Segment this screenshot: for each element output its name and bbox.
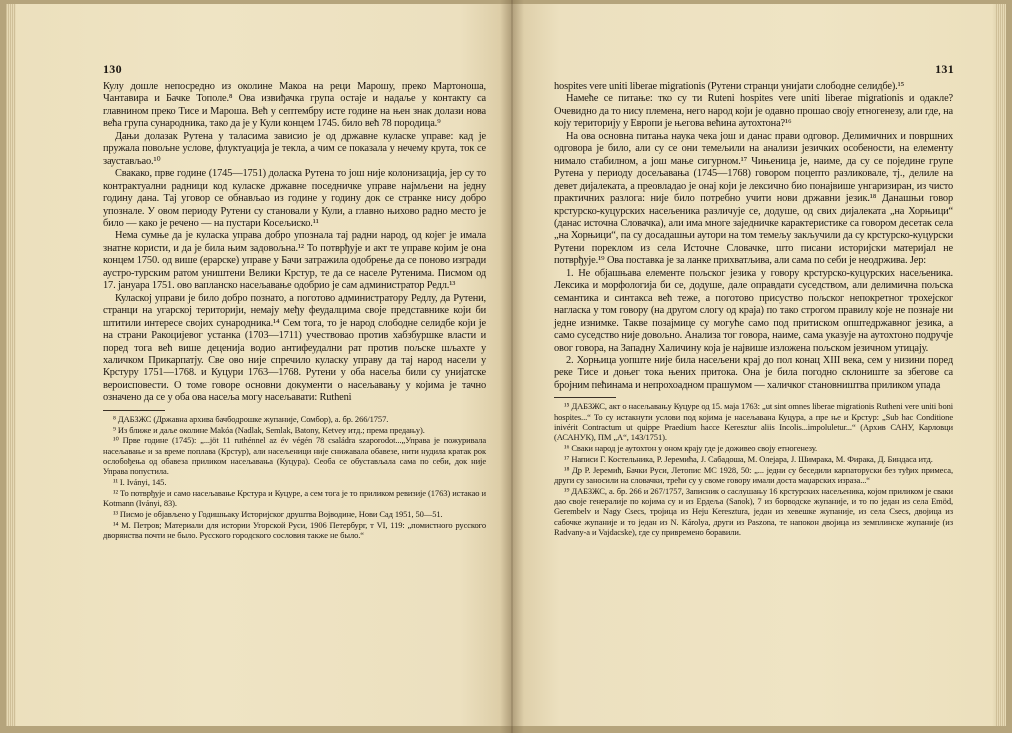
footnote: ¹⁴ М. Петров; Материали для истории Угорской Руси, 1906 Петербург, т VI, 119: „помистного русского дворянства почти не было. Русского городского сословия также не было.“ <box>103 519 486 541</box>
footnote-rule <box>103 410 165 411</box>
footnote: ¹⁶ Сваки народ је аутохтон у оном крају где је доживео своју етногенезу. <box>564 443 818 454</box>
footnote: ¹⁸ Др Р. Јеремић, Бачки Руси, Летопис МС 1928, 50: „... једни су беседили карпаторуски без туђих примеса, други су заносили на словачки, трећи су у своме говору имали доста маџарских израза...“ <box>554 464 953 485</box>
paragraph: Намеће се питање: тко су ти Ruteni hospites vere uniti liberae migrationis и одакле? Очевидно да то нису племена, него народ који је одавно прошао своју етногенезу, али где, на коју територију у Европи је његова већина аутохтона?¹⁶ <box>554 93 953 130</box>
footnote: ¹⁵ ДАБЗЖС, акт о насељавању Куцуре од 15. маја 1763: „ut sint omnes liberae migrationis Rutheni vere uniti boni hospites...“ То су истакнути услови под којима је насељавана Куцура, а пре ње и Крстур: „Sub hac Conditione inivérit Contractum ut quippe Praedium hacce Keresztur aliis Incolis...impoluletur...“ (Архив САНУ, Карловци (АСАНУК), ПМ „А“, 143/1751). <box>554 401 953 443</box>
footnotes-left <box>103 414 486 541</box>
paragraph: Нема сумње да је куласка управа добро упознала тај радни народ, од којег је имала знатне користи, и да је била њим задовољна.¹² То потврђује и акт те управе којим је она концем 1750. од више (ерарске) управе у Бачи затражила одобрење да се поново изгради аустро-турским ратом уништени Велики Крстур, те да се населе Рутенима. Писмом од 17. јануара 1751. ово вапланско насељавање одобрио је сам администратор Редл.¹³ <box>103 230 486 292</box>
left-page <box>6 4 510 726</box>
page-edge <box>996 4 1006 726</box>
footnote: ¹⁷ Написи Г. Костельника, Р. Јеремића, Ј. Сабадоша, М. Олејара, Ј. Шимрака, М. Фирака, Д. Биндаса итд. <box>564 453 933 464</box>
footnote-rule <box>554 397 616 398</box>
footnote: ¹⁰ Прве године (1745): „...jöt 11 ruthénnel az év végén 78 családra szaporodot...„Управа је пожуривала насељавање и за време поплава (Крстур), али насељеници није снижавала обавезе, нити нудила кратак рок ослобођења од обавеза приликом насељавања (Куцура). Сеоба се обустављала сама по себи, док није Управа попустила. <box>103 435 486 477</box>
paragraph: Кулаској управи је било добро познато, а поготово администратору Редлу, да Рутени, странци на угарској територији, немају међу феудалцима своје представнике који би штитили интересе својих сународника.¹⁴ Сем тога, то је народ слободне селидбе који је на страни Ракоцијевог устанка (1703—1711) учествовао против хабзбуршке власти и поред тога већ више деценија водио антифеудални рат против пољске шљахте у халичком Прикарпатју. Све ово није спречило куласку управу да тај народ насели у Крстуру 1751—1768. и Куцури 1763—1768. Рутени у оба насеља били су унијатске вероисповести. О томе говоре основни документи о насељавању у којима је тачно означено да се у оба ова насеља могу насељавати: Rutheni <box>103 292 486 404</box>
book-gutter <box>500 0 524 733</box>
page-edge <box>6 4 16 726</box>
footnote: ¹¹ I. Iványi, 145. <box>113 477 167 488</box>
paragraph: Дањи долазак Рутена у таласима зависио је од државне куласке управе: кад је пружала повољне услове, флуктуација је текла, а чим се показала у нечему крута, ток се заустављао.¹⁰ <box>103 130 486 167</box>
footnotes-right <box>554 401 953 537</box>
paragraph: Кулу дошле непосредно из околине Макоа на реци Марошу, преко Мартоноша, Чантавира и Бачке Тополе.⁸ Ова извиђачка група остаје и надаље у контакту са главнином преко Тисе и Мароша. Већ у септембру исте године на њен знак долази нова већа група сународника, тако да је у Кули концем 1745. било већ 78 породица.⁹ <box>103 81 486 130</box>
paragraph: hospites vere uniti liberae migrationis (Рутени странци унијати слободне селидбе).¹⁵ <box>554 81 905 92</box>
paragraph: Свакако, прве године (1745—1751) доласка Рутена то још није колонизација, јер су то контрактуални радници код куласке државне поседничке управе најмљени на једну годину дана. Тај уговор се обнављао из године у годину док се странке нису добро упознале. У овом периоду Рутени су становали у Кули, а главно њихово радно место је било — како је речено — на пустари Косељиско.¹¹ <box>103 168 486 229</box>
footnote: ⁹ Из ближе и даље околине Makóa (Nadlak, Semlak, Batony, Ketvey итд.; према предању). <box>113 424 425 435</box>
paragraph: На ова основна питања наука чека још и данас прави одговор. Делимичних и површних одговора је било, али су се они темељили на анализи језичких особености, на елементу нимало стабилном, а још мање сигурном.¹⁷ Чињеница је, наиме, да су се поједине групе Рутена у периоду досељавања (1745—1768) говором поцепто разликовале, тј., делиле на девет дијалеката, а преовладао је онај који је лексично био понајвише унгаризиран, из чисто практичних разлога: није било потребно учити нови државни језик.¹⁸ Данашњи говор крстурско-куцурских насељеника различује се, додуше, од свих дијалеката „на Хорњици“ (данас источна Словачка), али има многе заједничке карактеристике са говором десетак села „на Хорњици“, па су досадашњи аутори на том темељу закључили да су крстурско-куцурски Рутени пореклом из села Источне Словачке, што писани историјски материјал не потврђује.¹⁹ Ова поставка је за ланке прихватљива, али сама по себи је неодржива. Јер: <box>554 130 953 267</box>
footnote: ¹⁹ ДАБЗЖС, а. бр. 266 и 267/1757, Записник о саслушању 16 крстурских насељеника, којом приликом је сваки дао своје генералије по којима су и из Ердеља (Sаnok), 7 из борводске жупаније, и то по један из села Emöd, Gerembelv и Nagy Csecs, тројица из Heju Keresztura, један из хевешке жупаније, из села Csecs, двојица из сабочке жупаније и то један из N. Károlya, други из Paszona, те напокон двојица из земплинске жупаније (из Radvany-a и Vajdacske), где су привремено боравили. <box>554 485 953 537</box>
left-text-column <box>103 81 486 541</box>
footnote: ¹³ Писмо је објављено у Годишњаку Историјског друштва Војводине, Нови Сад 1951, 50—51. <box>113 508 443 519</box>
footnote: ¹² То потврђује и само насељавање Крстура и Куцуре, а сем тога је то приликом ревизије (1763) истакао и Kotmann (Iványi, 83). <box>103 487 486 509</box>
paragraph: 1. Не објашњава елементе пољског језика у говору крстурско-куцурских насељеника. Лексика и морфологија би се, додуше, дале оправдати суседством, али делимична пољска семантика и синтакса већ теже, а поготово присуство пољског непокретног трохејског нагласка у том говору (на другом слогу од краја) по тако строгом правилу које не познаје ни једне изнимке. Такве позајмице су могуће само под притиском општедржавног језика, а само суседство није довољно. Анализа тог говора, наиме, сама указује на аутохтоно подручје овог говора, на Западну Халичину која је највише изложена пољском језичном утицају. <box>554 267 953 354</box>
paragraph: 2. Хорњица уопште није била насељени крај до пол конац XIII века, сем у низини поред реке Тисе и доњег тока њених притока. Она је била погодно склониште за збегове са бројним пећинама и непрохоадном прашумом — халичког становништва приликом упада <box>554 354 953 391</box>
right-text-column <box>554 81 953 538</box>
page-number-left: 130 <box>103 62 122 76</box>
right-page <box>510 4 1006 726</box>
page-number-right: 131 <box>935 62 954 76</box>
footnote: ⁸ ДАБЗЖС (Државна архива бачбодрошке жупаније, Сомбор), а. бр. 266/1757. <box>113 413 389 424</box>
